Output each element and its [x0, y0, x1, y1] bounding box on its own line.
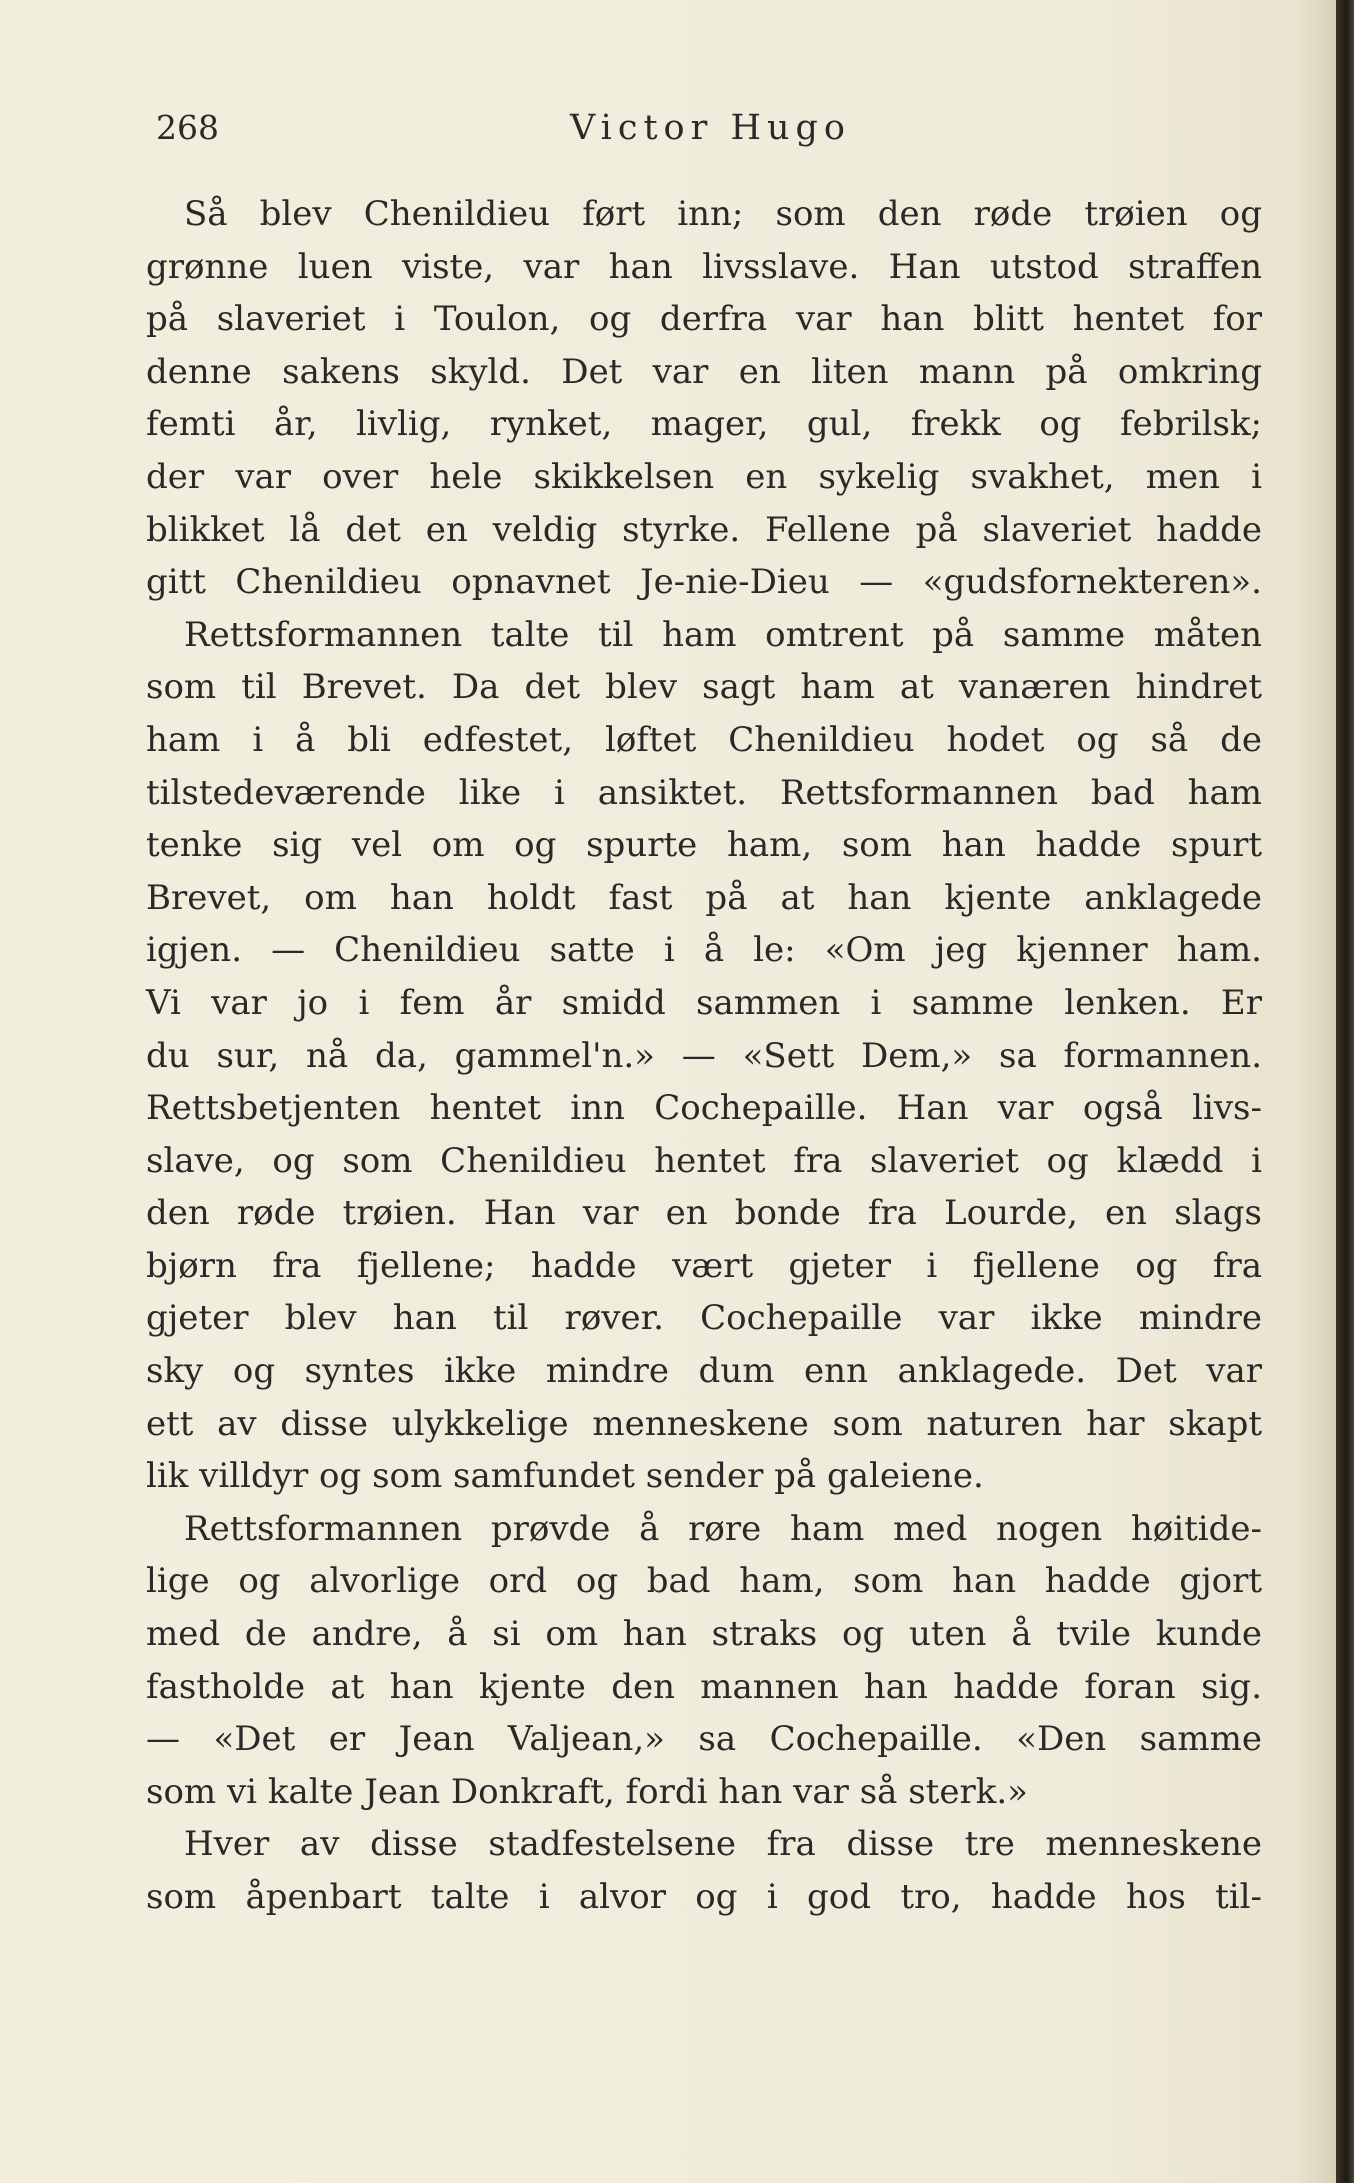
text-line: denne sakens skyld. Det var en liten mann på omkring	[146, 351, 1262, 392]
body-text	[146, 188, 1262, 1924]
text-line: tilstedeværende like i ansiktet. Rettsformannen bad ham	[146, 772, 1262, 813]
text-line: sky og syntes ikke mindre dum enn anklagede. Det var	[146, 1351, 1262, 1392]
page-number: 268	[156, 108, 219, 147]
text-line: gitt Chenildieu opnavnet Je-nie-Dieu — «gudsfornekteren».	[146, 562, 1262, 603]
text-line: som vi kalte Jean Donkraft, fordi han var så sterk.»	[146, 1771, 1028, 1812]
text-line: som åpenbart talte i alvor og i god tro, hadde hos til-	[146, 1877, 1262, 1917]
text-line: Rettsformannen talte til ham omtrent på samme måten	[184, 614, 1262, 655]
text-line: fastholde at han kjente den mannen han hadde foran sig.	[146, 1666, 1262, 1707]
text-line: lik villdyr og som samfundet sender på galeiene.	[146, 1456, 984, 1497]
text-line: grønne luen viste, var han livsslave. Han utstod straffen	[146, 246, 1262, 287]
text-line: der var over hele skikkelsen en sykelig svakhet, men i	[146, 456, 1262, 497]
text-line: lige og alvorlige ord og bad ham, som han hadde gjort	[146, 1561, 1262, 1602]
text-line: Rettsbetjenten hentet inn Cochepaille. Han var også livs-	[146, 1088, 1262, 1129]
page-edge	[1336, 0, 1354, 2183]
text-line: slave, og som Chenildieu hentet fra slaveriet og klædd i	[146, 1140, 1262, 1181]
text-line: bjørn fra fjellene; hadde vært gjeter i fjellene og fra	[146, 1245, 1262, 1286]
text-line: som til Brevet. Da det blev sagt ham at vanæren hindret	[146, 667, 1262, 708]
text-line: igjen. — Chenildieu satte i å le: «Om jeg kjenner ham.	[146, 930, 1262, 971]
text-line: Brevet, om han holdt fast på at han kjente anklagede	[146, 877, 1262, 918]
text-line: Hver av disse stadfestelsene fra disse tre menneskene	[184, 1824, 1262, 1865]
text-line: blikket lå det en veldig styrke. Fellene på slaveriet hadde	[146, 509, 1262, 550]
page-header	[156, 108, 1256, 156]
text-line: femti år, livlig, rynket, mager, gul, frekk og febrilsk;	[146, 404, 1262, 445]
text-line: tenke sig vel om og spurte ham, som han hadde spurt	[146, 825, 1262, 866]
text-line: på slaveriet i Toulon, og derfra var han blitt hentet for	[146, 299, 1262, 340]
text-line: Så blev Chenildieu ført inn; som den røde trøien og	[184, 194, 1262, 234]
text-line: du sur, nå da, gammel'n.» — «Sett Dem,» sa formannen.	[146, 1035, 1262, 1076]
text-line: Vi var jo i fem år smidd sammen i samme lenken. Er	[146, 982, 1262, 1023]
text-line: den røde trøien. Han var en bonde fra Lourde, en slags	[146, 1193, 1262, 1234]
text-line: ham i å bli edfestet, løftet Chenildieu hodet og så de	[146, 719, 1262, 760]
running-title: Victor Hugo	[570, 108, 851, 148]
text-line: ett av disse ulykkelige menneskene som naturen har skapt	[146, 1403, 1262, 1444]
text-line: med de andre, å si om han straks og uten å tvile kunde	[146, 1614, 1262, 1655]
text-line: — «Det er Jean Valjean,» sa Cochepaille. «Den samme	[146, 1719, 1262, 1760]
text-line: gjeter blev han til røver. Cochepaille var ikke mindre	[146, 1298, 1262, 1339]
text-line: Rettsformannen prøvde å røre ham med nogen høitide-	[184, 1508, 1262, 1549]
